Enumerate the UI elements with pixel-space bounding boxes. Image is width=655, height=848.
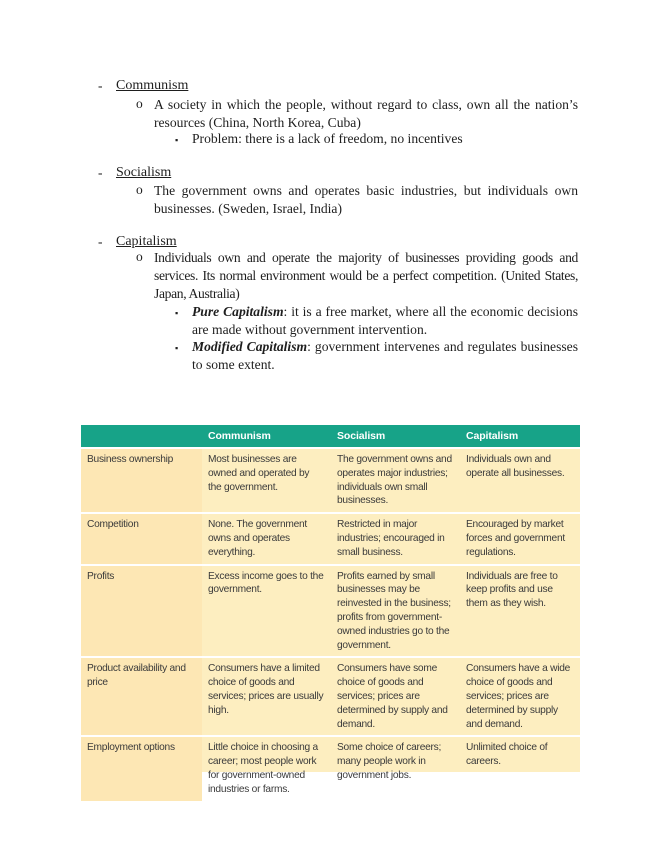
modified-capitalism-point [192,338,578,374]
square-bullet: ▪ [175,308,179,318]
communism-problem: Problem: there is a lack of freedom, no incentives [192,131,463,146]
table-row [81,657,580,736]
cell-capitalism: Individuals are free to keep profits and use them as they wish. [460,565,580,658]
cell-communism: None. The government owns and operates everything. [202,513,331,564]
comparison-table-image [81,425,580,795]
row-label: Business ownership [81,448,202,513]
header-capitalism: Capitalism [460,425,580,448]
row-label: Product availability and price [81,657,202,736]
square-bullet: ▪ [175,135,179,145]
modified-capitalism-text: : government intervenes and regulates businesses to some extent. [192,339,578,372]
square-bullet: ▪ [175,343,179,353]
cell-socialism: Consumers have some choice of goods and services; prices are determined by supply and demand. [331,657,460,736]
communism-heading: Communism [116,78,189,93]
table-row [81,513,580,564]
table-header-row [81,425,580,448]
cell-communism: Consumers have a limited choice of goods and services; prices are usually high. [202,657,331,736]
row-label: Competition [81,513,202,564]
socialism-heading: Socialism [116,165,172,180]
communism-definition: A society in which the people, without regard to class, own all the nation’s resources (China, North Korea, Cuba) [154,97,578,130]
circle-bullet: o [136,96,143,111]
cell-capitalism: Encouraged by market forces and government regulations. [460,513,580,564]
table-row [81,736,580,800]
dash-bullet: - [98,234,103,249]
cell-capitalism: Unlimited choice of careers. [460,736,580,800]
cell-socialism: The government owns and operates major industries; individuals own small businesses. [331,448,460,513]
cell-socialism: Some choice of careers; many people work in government jobs. [331,736,460,800]
capitalism-heading: Capitalism [116,234,177,249]
row-label: Employment options [81,736,202,800]
pure-capitalism-term: Pure Capitalism [192,304,284,319]
header-socialism: Socialism [331,425,460,448]
cell-communism: Excess income goes to the government. [202,565,331,658]
pure-capitalism-point [192,303,578,339]
cell-socialism: Profits earned by small businesses may be reinvested in the business; profits from government-owned industries go to the government. [331,565,460,658]
cell-capitalism: Consumers have a wide choice of goods and services; prices are determined by supply and demand. [460,657,580,736]
cell-communism: Little choice in choosing a career; most people work for government-owned industries or farms. [202,736,331,800]
comparison-table [81,425,580,801]
capitalism-definition: Individuals own and operate the majority of businesses providing goods and services. Its normal environment would be a perfect competition. (United States, Japan, Australia) [154,250,578,301]
modified-capitalism-term: Modified Capitalism [192,339,308,354]
cell-communism: Most businesses are owned and operated by the government. [202,448,331,513]
table-row [81,448,580,513]
table-row [81,565,580,658]
cell-socialism: Restricted in major industries; encouraged in small business. [331,513,460,564]
dash-bullet: - [98,78,103,93]
header-communism: Communism [202,425,331,448]
cell-capitalism: Individuals own and operate all businesses. [460,448,580,513]
dash-bullet: - [98,165,103,180]
circle-bullet: o [136,182,143,197]
header-empty [81,425,202,448]
circle-bullet: o [136,249,143,264]
socialism-definition: The government owns and operates basic industries, but individuals own businesses. (Sweden, Israel, India) [154,183,578,216]
pure-capitalism-text: : it is a free market, where all the economic decisions are made without government intervention. [192,304,578,337]
row-label: Profits [81,565,202,658]
